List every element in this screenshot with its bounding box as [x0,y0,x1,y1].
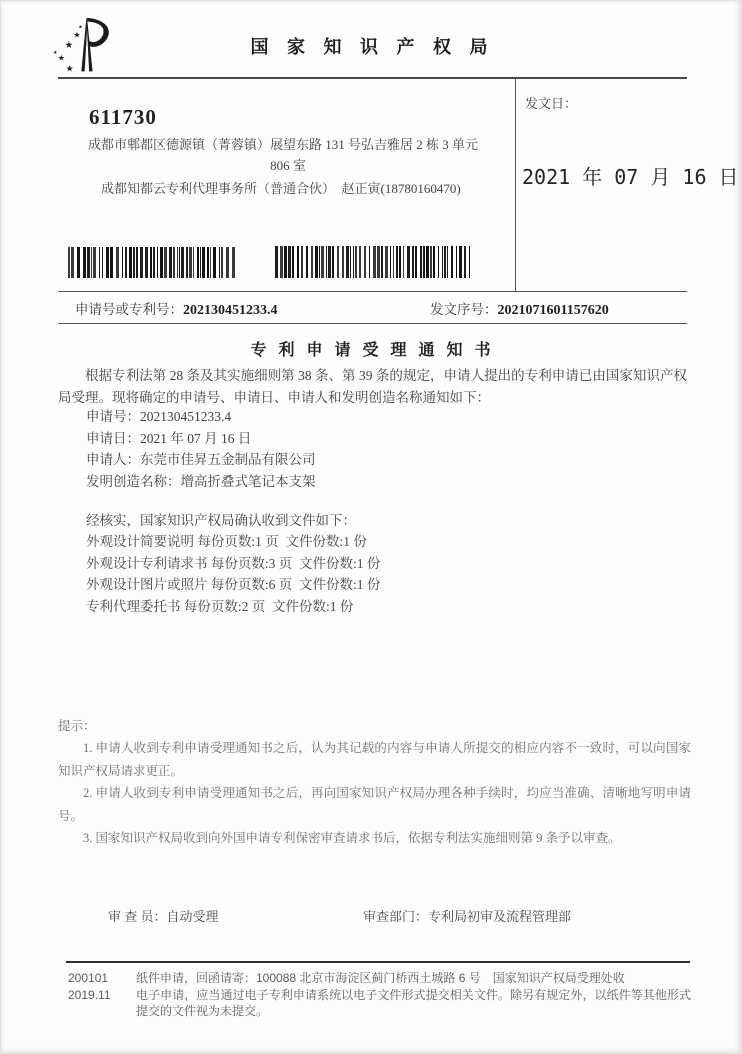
department-label: 审查部门： [363,909,429,924]
application-number-value: 202130451233.4 [183,303,278,318]
document-item: 外观设计简要说明 每份页数:1 页 文件份数:1 份 [86,534,367,549]
postal-code: 611730 [89,105,157,129]
address-line-2: 806 室 [270,158,306,173]
serial-number-label: 发文序号： [430,302,498,317]
tip-item-2: 2. 申请人收到专利申请受理通知书之后，再向国家知识产权局办理各种手续时，均应当准确、清晰地写明申请号。 [58,786,691,823]
recipient-address [88,134,488,176]
serial-number-row [430,298,609,319]
tips-label: 提示： [58,719,96,733]
examiner-row [108,906,219,925]
svg-text:★: ★ [73,30,81,40]
tip-item-3: 3. 国家知识产权局收到向外国申请专利保密审查请求书后，依据专利法实施细则第 9 条予以审查。 [83,831,621,846]
examiner-value: 自动受理 [166,909,219,924]
department-row [363,906,571,925]
document-item: 专利代理委托书 每份页数:2 页 文件份数:1 份 [86,598,354,614]
tips-section [58,715,691,849]
application-fields [58,406,687,492]
svg-text:★: ★ [64,40,74,51]
svg-text:★: ★ [78,25,83,31]
document-item: 外观设计图片或照片 每份页数:6 页 文件份数:1 份 [86,577,381,593]
field-invention-title: 发明创造名称：增高折叠式笔记本支架 [86,473,316,489]
received-documents-intro: 经核实，国家知识产权局确认收到文件如下： [86,513,356,528]
barcode-right [275,246,475,278]
examiner-label: 审 查 员： [108,909,167,924]
department-value: 专利局初审及流程管理部 [428,909,572,924]
svg-text:★: ★ [65,63,74,74]
notice-paragraph: 根据专利法第 28 条及其实施细则第 38 条、第 39 条的规定，申请人提出的专利申请已由国家知识产权局受理。现将确定的申请号、申请日、申请人和发明创造名称通知如下： [58,368,687,405]
rule-above-numbers [58,291,687,292]
footer-notes [136,970,691,1020]
agency-title: 国 家 知 识 产 权 局 [250,37,495,57]
footer-rule [66,961,690,963]
address-line-1: 成都市郫都区德源镇（菁蓉镇）展望东路 131 号弘吉雅居 2 栋 3 单元 [88,137,479,152]
application-number-row [75,298,278,319]
footer-code: 2019.11 [68,987,111,1002]
footer-form-codes [68,970,128,1003]
agent-line: 成都知都云专利代理事务所（普通合伙） 赵正寅(18780160470) [101,181,461,196]
application-number-label: 申请号或专利号： [75,302,183,317]
received-documents-list [58,531,687,617]
field-application-number: 申请号：202130451233.4 [86,409,232,424]
svg-text:★: ★ [52,50,58,56]
tip-item-1: 1. 申请人收到专利申请受理通知书之后，认为其记载的内容与申请人所提交的相应内容不一致时，可以向国家知识产权局请求更正。 [58,741,691,778]
field-applicant: 申请人：东莞市佳昇五金制品有限公司 [86,452,316,468]
document-item: 外观设计专利请求书 每份页数:3 页 文件份数:1 份 [86,555,381,571]
dispatch-date-label: 发文日： [525,96,578,111]
dispatch-date-value: 2021 年 07 月 16 日 [522,165,739,189]
footer-code: 200101 [68,971,109,985]
svg-text:★: ★ [57,53,65,63]
barcode-left [68,247,241,278]
serial-number-value: 2021071601157620 [497,303,609,318]
rule-below-numbers [58,323,687,324]
field-application-date: 申请日：2021 年 07 月 16 日 [86,430,252,446]
footer-note-electronic: 电子申请，应当通过电子专利申请系统以电子文件形式提交相关文件。除另有规定外，以纸件等其他形式提交的文件视为未提交。 [136,987,691,1018]
footer-note-paper: 纸件申请，回函请寄：100088 北京市海淀区蓟门桥西土城路 6 号 国家知识产权局受理处收 [136,971,625,985]
notice-title: 专 利 申 请 受 理 通 知 书 [250,342,495,359]
header-rule [58,77,687,79]
